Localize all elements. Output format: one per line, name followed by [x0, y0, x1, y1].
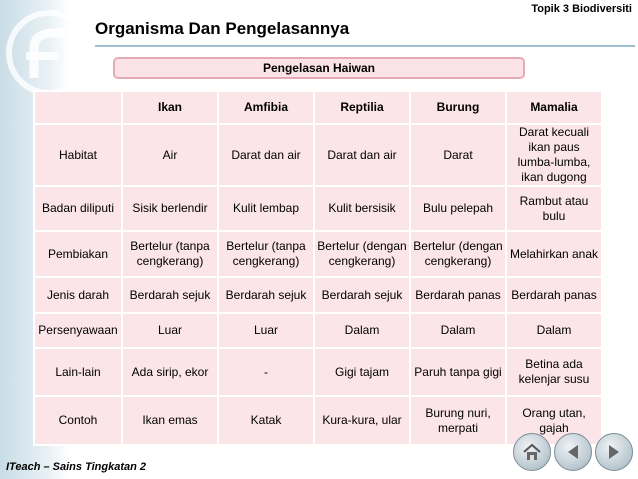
table-cell: Kulit lembap — [218, 186, 314, 231]
table-cell: Bertelur (dengan cengkerang) — [314, 231, 410, 277]
footer-label: ITeach – Sains Tingkatan 2 — [6, 461, 146, 473]
table-row — [34, 124, 602, 186]
table-cell: - — [218, 348, 314, 396]
table-cell: Katak — [218, 396, 314, 445]
row-label: Pembiakan — [34, 231, 122, 277]
row-label: Persenyawaan — [34, 313, 122, 348]
table-cell: Paruh tanpa gigi — [410, 348, 506, 396]
row-label: Contoh — [34, 396, 122, 445]
table-cell: Kulit bersisik — [314, 186, 410, 231]
forward-arrow-icon — [604, 442, 624, 462]
table-cell: Dalam — [410, 313, 506, 348]
header-cell-empty — [34, 91, 122, 124]
table-cell: Berdarah panas — [506, 277, 602, 313]
table-cell: Luar — [218, 313, 314, 348]
school-logo-watermark — [4, 8, 94, 98]
table-cell: Dalam — [506, 313, 602, 348]
table-cell: Air — [122, 124, 218, 186]
table-cell: Bertelur (tanpa cengkerang) — [122, 231, 218, 277]
table-cell: Ada sirip, ekor — [122, 348, 218, 396]
table-cell: Berdarah sejuk — [122, 277, 218, 313]
table-cell: Darat — [410, 124, 506, 186]
table-cell: Berdarah sejuk — [218, 277, 314, 313]
home-button[interactable] — [513, 433, 551, 471]
table-cell: Orang utan, gajah — [506, 396, 602, 445]
row-label: Habitat — [34, 124, 122, 186]
row-label: Jenis darah — [34, 277, 122, 313]
table-row — [34, 313, 602, 348]
home-icon — [522, 442, 542, 462]
back-button[interactable] — [554, 433, 592, 471]
table-cell: Darat dan air — [314, 124, 410, 186]
section-banner: Pengelasan Haiwan — [113, 57, 525, 79]
header-cell-amfibia: Amfibia — [218, 91, 314, 124]
table-header-row — [34, 91, 602, 124]
table-cell: Betina ada kelenjar susu — [506, 348, 602, 396]
header-cell-burung: Burung — [410, 91, 506, 124]
table-cell: Luar — [122, 313, 218, 348]
table-row — [34, 277, 602, 313]
table-row — [34, 231, 602, 277]
header-cell-mamalia: Mamalia — [506, 91, 602, 124]
table-cell: Sisik berlendir — [122, 186, 218, 231]
back-arrow-icon — [563, 442, 583, 462]
header-cell-reptilia: Reptilia — [314, 91, 410, 124]
table-cell: Rambut atau bulu — [506, 186, 602, 231]
table-cell: Bertelur (dengan cengkerang) — [410, 231, 506, 277]
topic-label: Topik 3 Biodiversiti — [531, 3, 632, 15]
table-cell: Berdarah sejuk — [314, 277, 410, 313]
table-cell: Bertelur (tanpa cengkerang) — [218, 231, 314, 277]
table-cell: Darat kecuali ikan paus lumba-lumba, ikan dugong — [506, 124, 602, 186]
table-cell: Berdarah panas — [410, 277, 506, 313]
table-cell: Melahirkan anak — [506, 231, 602, 277]
table-cell: Burung nuri, merpati — [410, 396, 506, 445]
header-cell-ikan: Ikan — [122, 91, 218, 124]
table-cell: Ikan emas — [122, 396, 218, 445]
row-label: Badan diliputi — [34, 186, 122, 231]
table-cell: Bulu pelepah — [410, 186, 506, 231]
row-label: Lain-lain — [34, 348, 122, 396]
title-divider — [95, 45, 635, 47]
classification-table — [33, 90, 603, 446]
table-cell: Dalam — [314, 313, 410, 348]
page-title: Organisma Dan Pengelasannya — [95, 19, 350, 38]
table-row — [34, 186, 602, 231]
table-row — [34, 396, 602, 445]
table-cell: Darat dan air — [218, 124, 314, 186]
table-cell: Kura-kura, ular — [314, 396, 410, 445]
forward-button[interactable] — [595, 433, 633, 471]
table-cell: Gigi tajam — [314, 348, 410, 396]
table-row — [34, 348, 602, 396]
